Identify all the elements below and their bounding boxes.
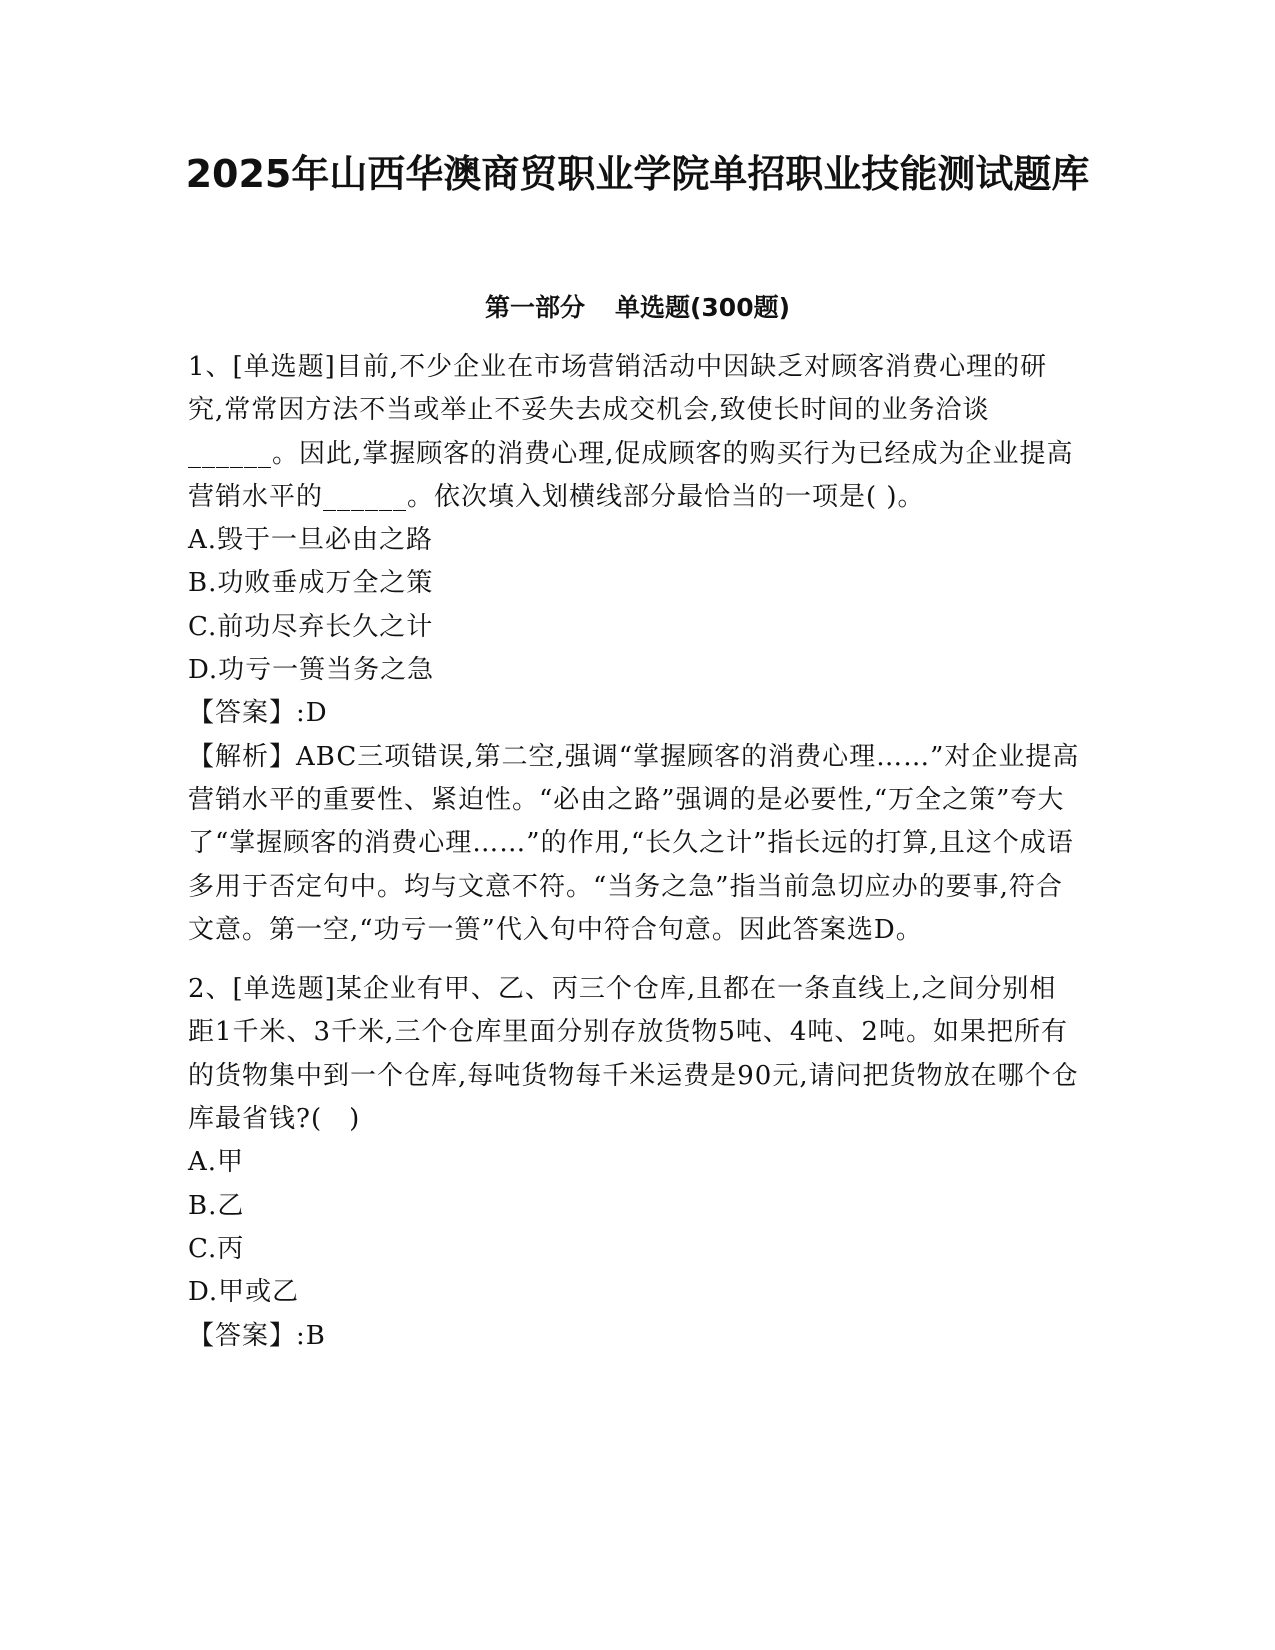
answer-line xyxy=(188,1315,1083,1358)
document-title: 2025年山西华澳商贸职业学院单招职业技能测试题库 xyxy=(185,152,1090,196)
answer-line xyxy=(188,692,1083,735)
option-d: D.功亏一篑当务之急 xyxy=(188,655,435,686)
question-list xyxy=(188,346,1083,1374)
answer-value: B xyxy=(305,1320,326,1351)
question-1 xyxy=(188,346,1083,952)
answer-label: 【答案】: xyxy=(188,1320,306,1351)
section-name: 单选题(300题) xyxy=(614,293,791,322)
analysis-text: ABC三项错误,第二空,强调“掌握顾客的消费心理……”对企业提高营销水平的重要性、紧迫性。“必由之路”强调的是必要性,“万全之策”夸大了“掌握顾客的消费心理……”的作用,“长久之计”指长远的打算,且这个成语多用于否定句中。均与文意不符。“当务之急”指当前急切应办的要事,符合文意。第一空,“功亏一篑”代入句中符合句意。因此答案选D。 xyxy=(188,741,1080,945)
option-c: C.丙 xyxy=(188,1233,245,1264)
option-d: D.甲或乙 xyxy=(188,1277,300,1308)
question-2 xyxy=(188,968,1083,1358)
answer-label: 【答案】: xyxy=(188,698,306,729)
answer-value: D xyxy=(305,698,328,729)
question-stem: 1、[单选题]目前,不少企业在市场营销活动中因缺乏对顾客消费心理的研究,常常因方法不当或举止不妥失去成交机会,致使长时间的业务洽谈______。因此,掌握顾客的消费心理,促成顾客的购买行为已经成为企业提高营销水平的______。依次填入划横线部分最恰当的一项是( )。 xyxy=(188,352,1074,512)
analysis-label: 【解析】 xyxy=(188,741,297,772)
option-c: C.前功尽弃长久之计 xyxy=(188,611,434,642)
question-stem: 2、[单选题]某企业有甲、乙、丙三个仓库,且都在一条直线上,之间分别相距1千米、3千米,三个仓库里面分别存放货物5吨、4吨、2吨。如果把所有的货物集中到一个仓库,每吨货物每千米运费是90元,请问把货物放在哪个仓库最省钱?( ) xyxy=(188,974,1079,1135)
section-label: 第一部分 xyxy=(484,293,585,322)
option-a: A.甲 xyxy=(188,1147,245,1178)
section-heading xyxy=(0,290,1275,326)
analysis-paragraph xyxy=(188,736,1083,952)
option-a: A.毁于一旦必由之路 xyxy=(188,525,434,556)
option-b: B.乙 xyxy=(188,1190,245,1221)
option-b: B.功败垂成万全之策 xyxy=(188,568,434,599)
